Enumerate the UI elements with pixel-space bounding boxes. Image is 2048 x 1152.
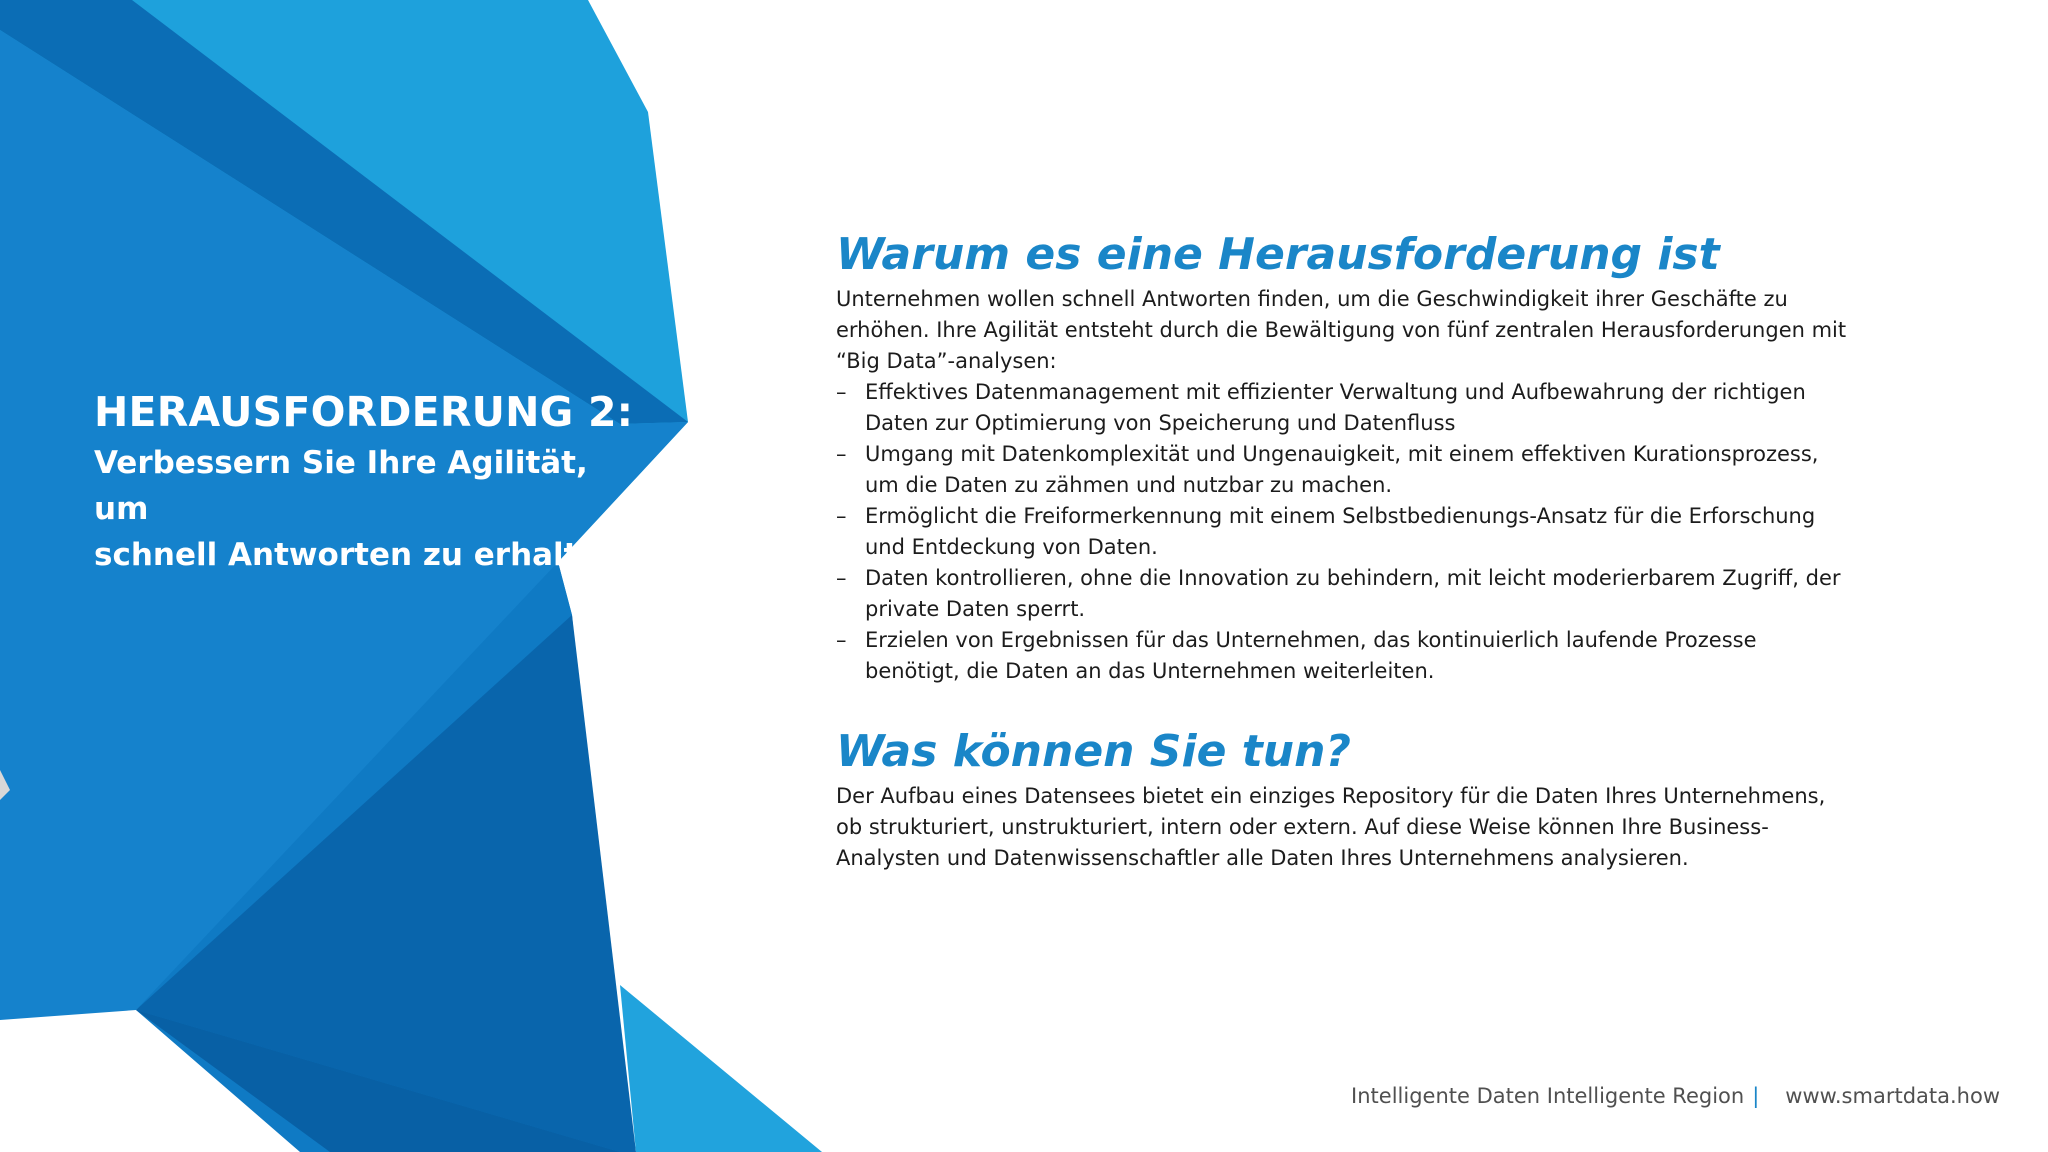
bullet-text: Daten kontrollieren, ohne die Innovation zu behindern, mit leicht moderierbarem Zugriff, der private Daten sperrt. (865, 566, 1841, 621)
challenge-subtitle-line-2: schnell Antworten zu erhalten. (94, 537, 634, 573)
section-what-can-you-do (836, 723, 1856, 874)
footer-tagline: Intelligente Daten Intelligente Region (1351, 1084, 1745, 1108)
footer-separator: | (1752, 1084, 1760, 1108)
section-intro-paragraph: Unternehmen wollen schnell Antworten finden, um die Geschwindigkeit ihrer Geschäfte zu erhöhen. Ihre Agilität entsteht durch die Bewältigung von fünf zentralen Herausforderungen mit “Big Data”-analysen: (836, 287, 1847, 373)
challenge-subtitle (94, 440, 634, 578)
bullet-text: Ermöglicht die Freiformerkennung mit einem Selbstbedienungs-Ansatz für die Erforschung und Entdeckung von Daten. (865, 504, 1816, 559)
dash-marker: – (836, 504, 847, 528)
dash-marker: – (836, 628, 847, 652)
challenge-title: HERAUSFORDERUNG 2: (94, 388, 634, 436)
challenge-heading (94, 386, 634, 578)
bullet-text: Umgang mit Datenkomplexität und Ungenauigkeit, mit einem effektiven Kurationsprozess, um die Daten zu zähmen und nutzbar zu machen. (865, 442, 1819, 497)
dash-marker: – (836, 566, 847, 590)
main-content (836, 226, 1856, 874)
footer (1351, 1084, 2000, 1108)
list-item (836, 563, 1856, 625)
list-item (836, 377, 1856, 439)
list-item (836, 501, 1856, 563)
footer-url-link[interactable]: www.smartdata.how (1785, 1084, 2000, 1108)
bullet-text: Effektives Datenmanagement mit effizienter Verwaltung und Aufbewahrung der richtigen Daten zur Optimierung von Speicherung und Datenfluss (865, 380, 1806, 435)
shape-light-bottom (620, 985, 822, 1152)
list-item (836, 625, 1856, 687)
bullet-text: Erzielen von Ergebnissen für das Unternehmen, das kontinuierlich laufende Prozesse benötigt, die Daten an das Unternehmen weiterleiten. (865, 628, 1757, 683)
dash-marker: – (836, 442, 847, 466)
section-body-paragraph: Der Aufbau eines Datensees bietet ein einziges Repository für die Daten Ihres Unternehmens, ob strukturiert, unstrukturiert, intern oder extern. Auf diese Weise können Ihre Business-Analysten und Datenwissenschaftler alle Daten Ihres Unternehmens analysieren. (836, 784, 1826, 870)
challenge-bullet-list (836, 377, 1856, 687)
dash-marker: – (836, 380, 847, 404)
challenge-subtitle-line-1: Verbessern Sie Ihre Agilität, um (94, 445, 588, 527)
section-heading-why: Warum es eine Herausforderung ist (836, 229, 1720, 280)
section-heading-what: Was können Sie tun? (836, 726, 1351, 777)
list-item (836, 439, 1856, 501)
